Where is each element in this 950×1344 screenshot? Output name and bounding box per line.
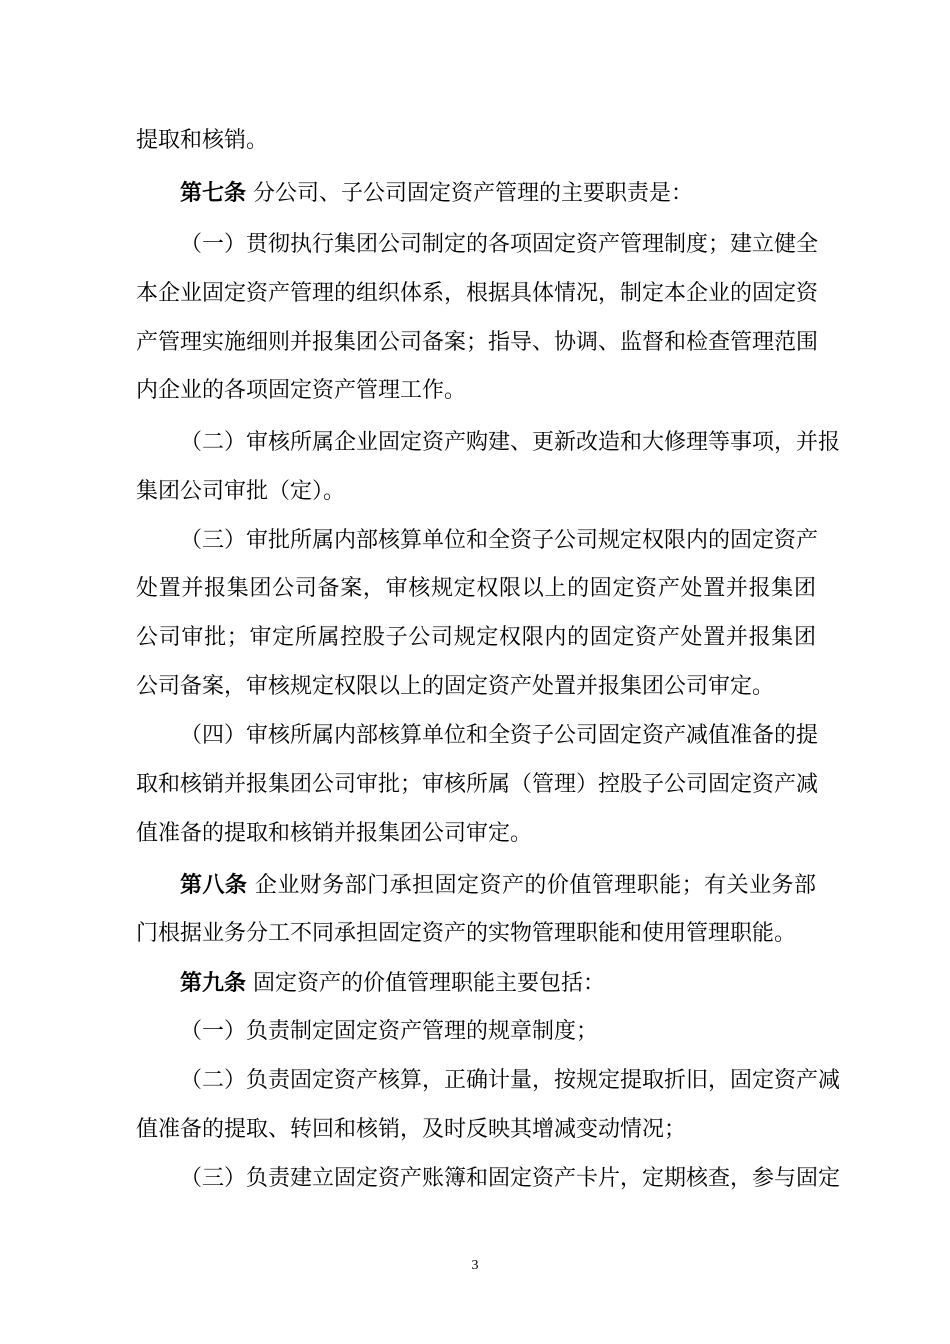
- text-line: 产管理实施细则并报集团公司备案；指导、协调、监督和检查管理范围: [136, 330, 819, 355]
- article-label: 第七条: [180, 180, 247, 206]
- text-line: （一）负责制定固定资产管理的规章制度；: [180, 1019, 599, 1044]
- text-line: （三）负责建立固定资产账簿和固定资产卡片，定期核查，参与固定: [180, 1166, 841, 1191]
- text-line: 提取和核销。: [136, 128, 269, 153]
- text-line: （二）负责固定资产核算，正确计量，按规定提取折旧，固定资产减: [180, 1068, 841, 1093]
- text-line: 处置并报集团公司备案，审核规定权限以上的固定资产处置并报集团: [136, 576, 816, 601]
- article-9-heading: 第九条 固定资产的价值管理职能主要包括：: [180, 970, 606, 996]
- article-8-heading: 第八条 企业财务部门承担固定资产的价值管理职能；有关业务部: [180, 872, 816, 898]
- text-line: 内企业的各项固定资产管理工作。: [136, 378, 467, 403]
- article-7-heading: 第七条 分公司、子公司固定资产管理的主要职责是：: [180, 180, 694, 206]
- text-line: （三）审批所属内部核算单位和全资子公司规定权限内的固定资产: [180, 528, 819, 553]
- text-line: 公司备案，审核规定权限以上的固定资产处置并报集团公司审定。: [136, 674, 775, 699]
- text-line: 值准备的提取、转回和核销，及时反映其增减变动情况；: [136, 1117, 687, 1142]
- article-label: 第九条: [180, 970, 247, 996]
- text-line: 本企业固定资产管理的组织体系，根据具体情况，制定本企业的固定资: [136, 281, 819, 306]
- text-line: 取和核销并报集团公司审批；审核所属（管理）控股子公司固定资产减: [136, 772, 819, 797]
- text-line: 值准备的提取和核销并报集团公司审定。: [136, 821, 533, 846]
- text-line: （二）审核所属企业固定资产购建、更新改造和大修理等事项，并报: [180, 430, 841, 455]
- text-line: （一）贯彻执行集团公司制定的各项固定资产管理制度；建立健全: [180, 232, 819, 257]
- article-label: 第八条: [180, 872, 248, 898]
- text-line: 集团公司审批（定）。: [136, 479, 346, 504]
- text-line: 公司审批；审定所属控股子公司规定权限内的固定资产处置并报集团: [136, 625, 816, 650]
- page-number: 3: [471, 1258, 479, 1273]
- text-line: 门根据业务分工不同承担固定资产的实物管理职能和使用管理职能。: [136, 921, 797, 946]
- text-line: （四）审核所属内部核算单位和全资子公司固定资产减值准备的提: [180, 723, 819, 748]
